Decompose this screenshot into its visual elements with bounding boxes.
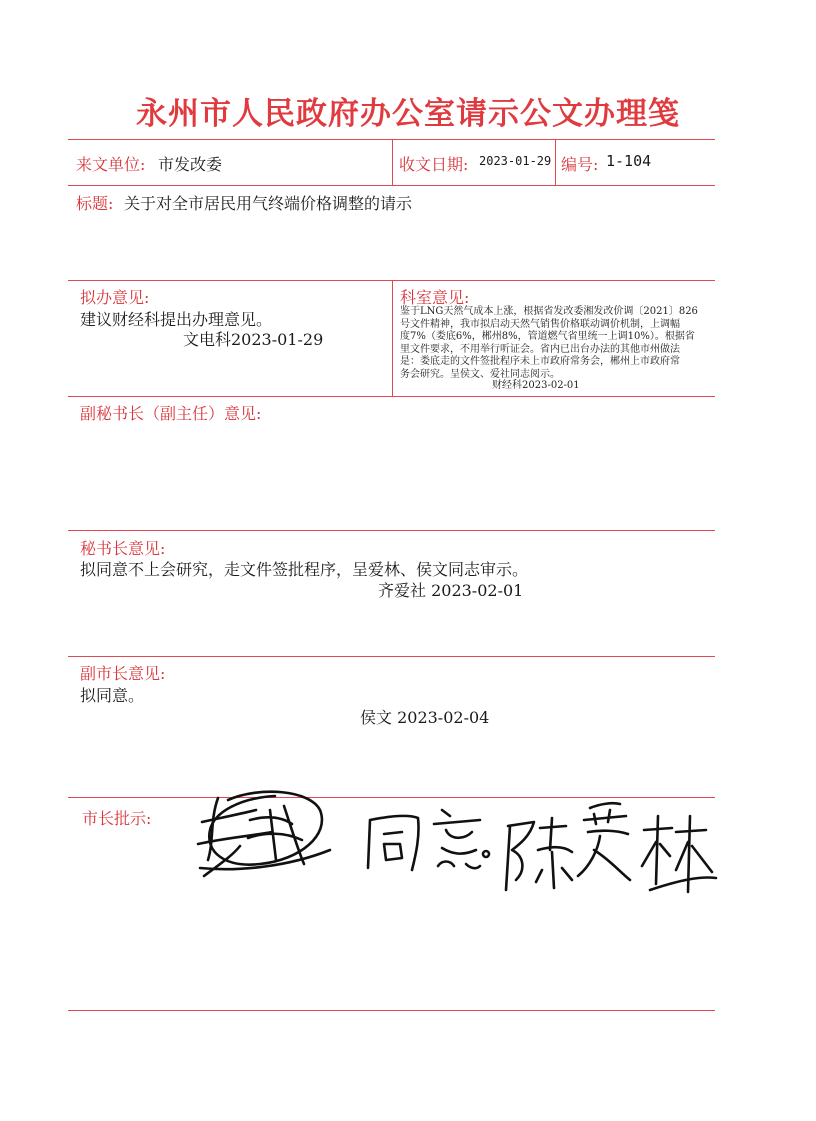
dept-opinion-line: 务会研究。呈侯文、爱社同志阅示。 [400, 368, 560, 380]
rule-header-divider-2 [555, 139, 556, 185]
number-label: 编号: [561, 155, 599, 174]
dept-opinion-sign: 财经科2023-02-01 [492, 380, 580, 391]
secretary-general-label: 秘书长意见: [80, 539, 166, 558]
rule-bottom [68, 1010, 715, 1011]
vice-mayor-text: 拟同意。 [80, 686, 145, 705]
dept-opinion-line: 度7%（娄底6%，郴州8%，管道燃气省里统一上调10%）。根据省 [400, 331, 695, 342]
dept-opinion-line: 里文件要求，不用举行听证会。省内已出台办法的其他市州做法 [400, 343, 680, 355]
mayor-handwriting-signature [180, 780, 720, 900]
deputy-secretary-label: 副秘书长（副主任）意见: [80, 404, 262, 423]
draft-opinion-label: 拟办意见: [80, 288, 150, 307]
draft-opinion-sign: 文电科2023-01-29 [183, 330, 324, 349]
dept-opinion-line: 号文件精神，我市拟启动天然气销售价格联动调价机制，上调幅 [400, 318, 680, 330]
page-title: 永州市人民政府办公室请示公文办理笺 [136, 96, 680, 132]
secretary-general-sign: 齐爱社 2023-02-01 [378, 581, 524, 600]
mayor-label: 市长批示: [82, 809, 152, 828]
sender-value: 市发改委 [158, 155, 223, 174]
draft-opinion-text: 建议财经科提出办理意见。 [80, 310, 273, 329]
secretary-general-text: 拟同意不上会研究，走文件签批程序，呈爱林、侯文同志审示。 [80, 560, 529, 579]
subject-label: 标题: [76, 194, 114, 213]
subject-value: 关于对全市居民用气终端价格调整的请示 [124, 194, 413, 213]
sender-label: 来文单位: [76, 155, 146, 174]
vice-mayor-label: 副市长意见: [80, 664, 166, 683]
rule-header-bottom [68, 185, 715, 186]
date-value: 2023-01-29 [479, 154, 552, 168]
rule-opinion-divider [392, 280, 393, 396]
number-value: 1-104 [606, 152, 652, 170]
dept-opinion-body [400, 306, 715, 381]
rule-secretary-bottom [68, 656, 715, 657]
dept-opinion-label: 科室意见: [400, 288, 470, 307]
dept-opinion-line: 鉴于LNG天然气成本上涨，根据省发改委湘发改价调〔2021〕826 [400, 306, 698, 317]
rule-deputy-bottom [68, 530, 715, 531]
rule-opinion-bottom [68, 396, 715, 397]
rule-header-divider-1 [392, 139, 393, 185]
date-label: 收文日期: [399, 155, 469, 174]
vice-mayor-sign: 侯文 2023-02-04 [360, 708, 490, 727]
dept-opinion-line: 是：娄底走的文件签批程序未上市政府常务会，郴州上市政府常 [400, 356, 680, 367]
